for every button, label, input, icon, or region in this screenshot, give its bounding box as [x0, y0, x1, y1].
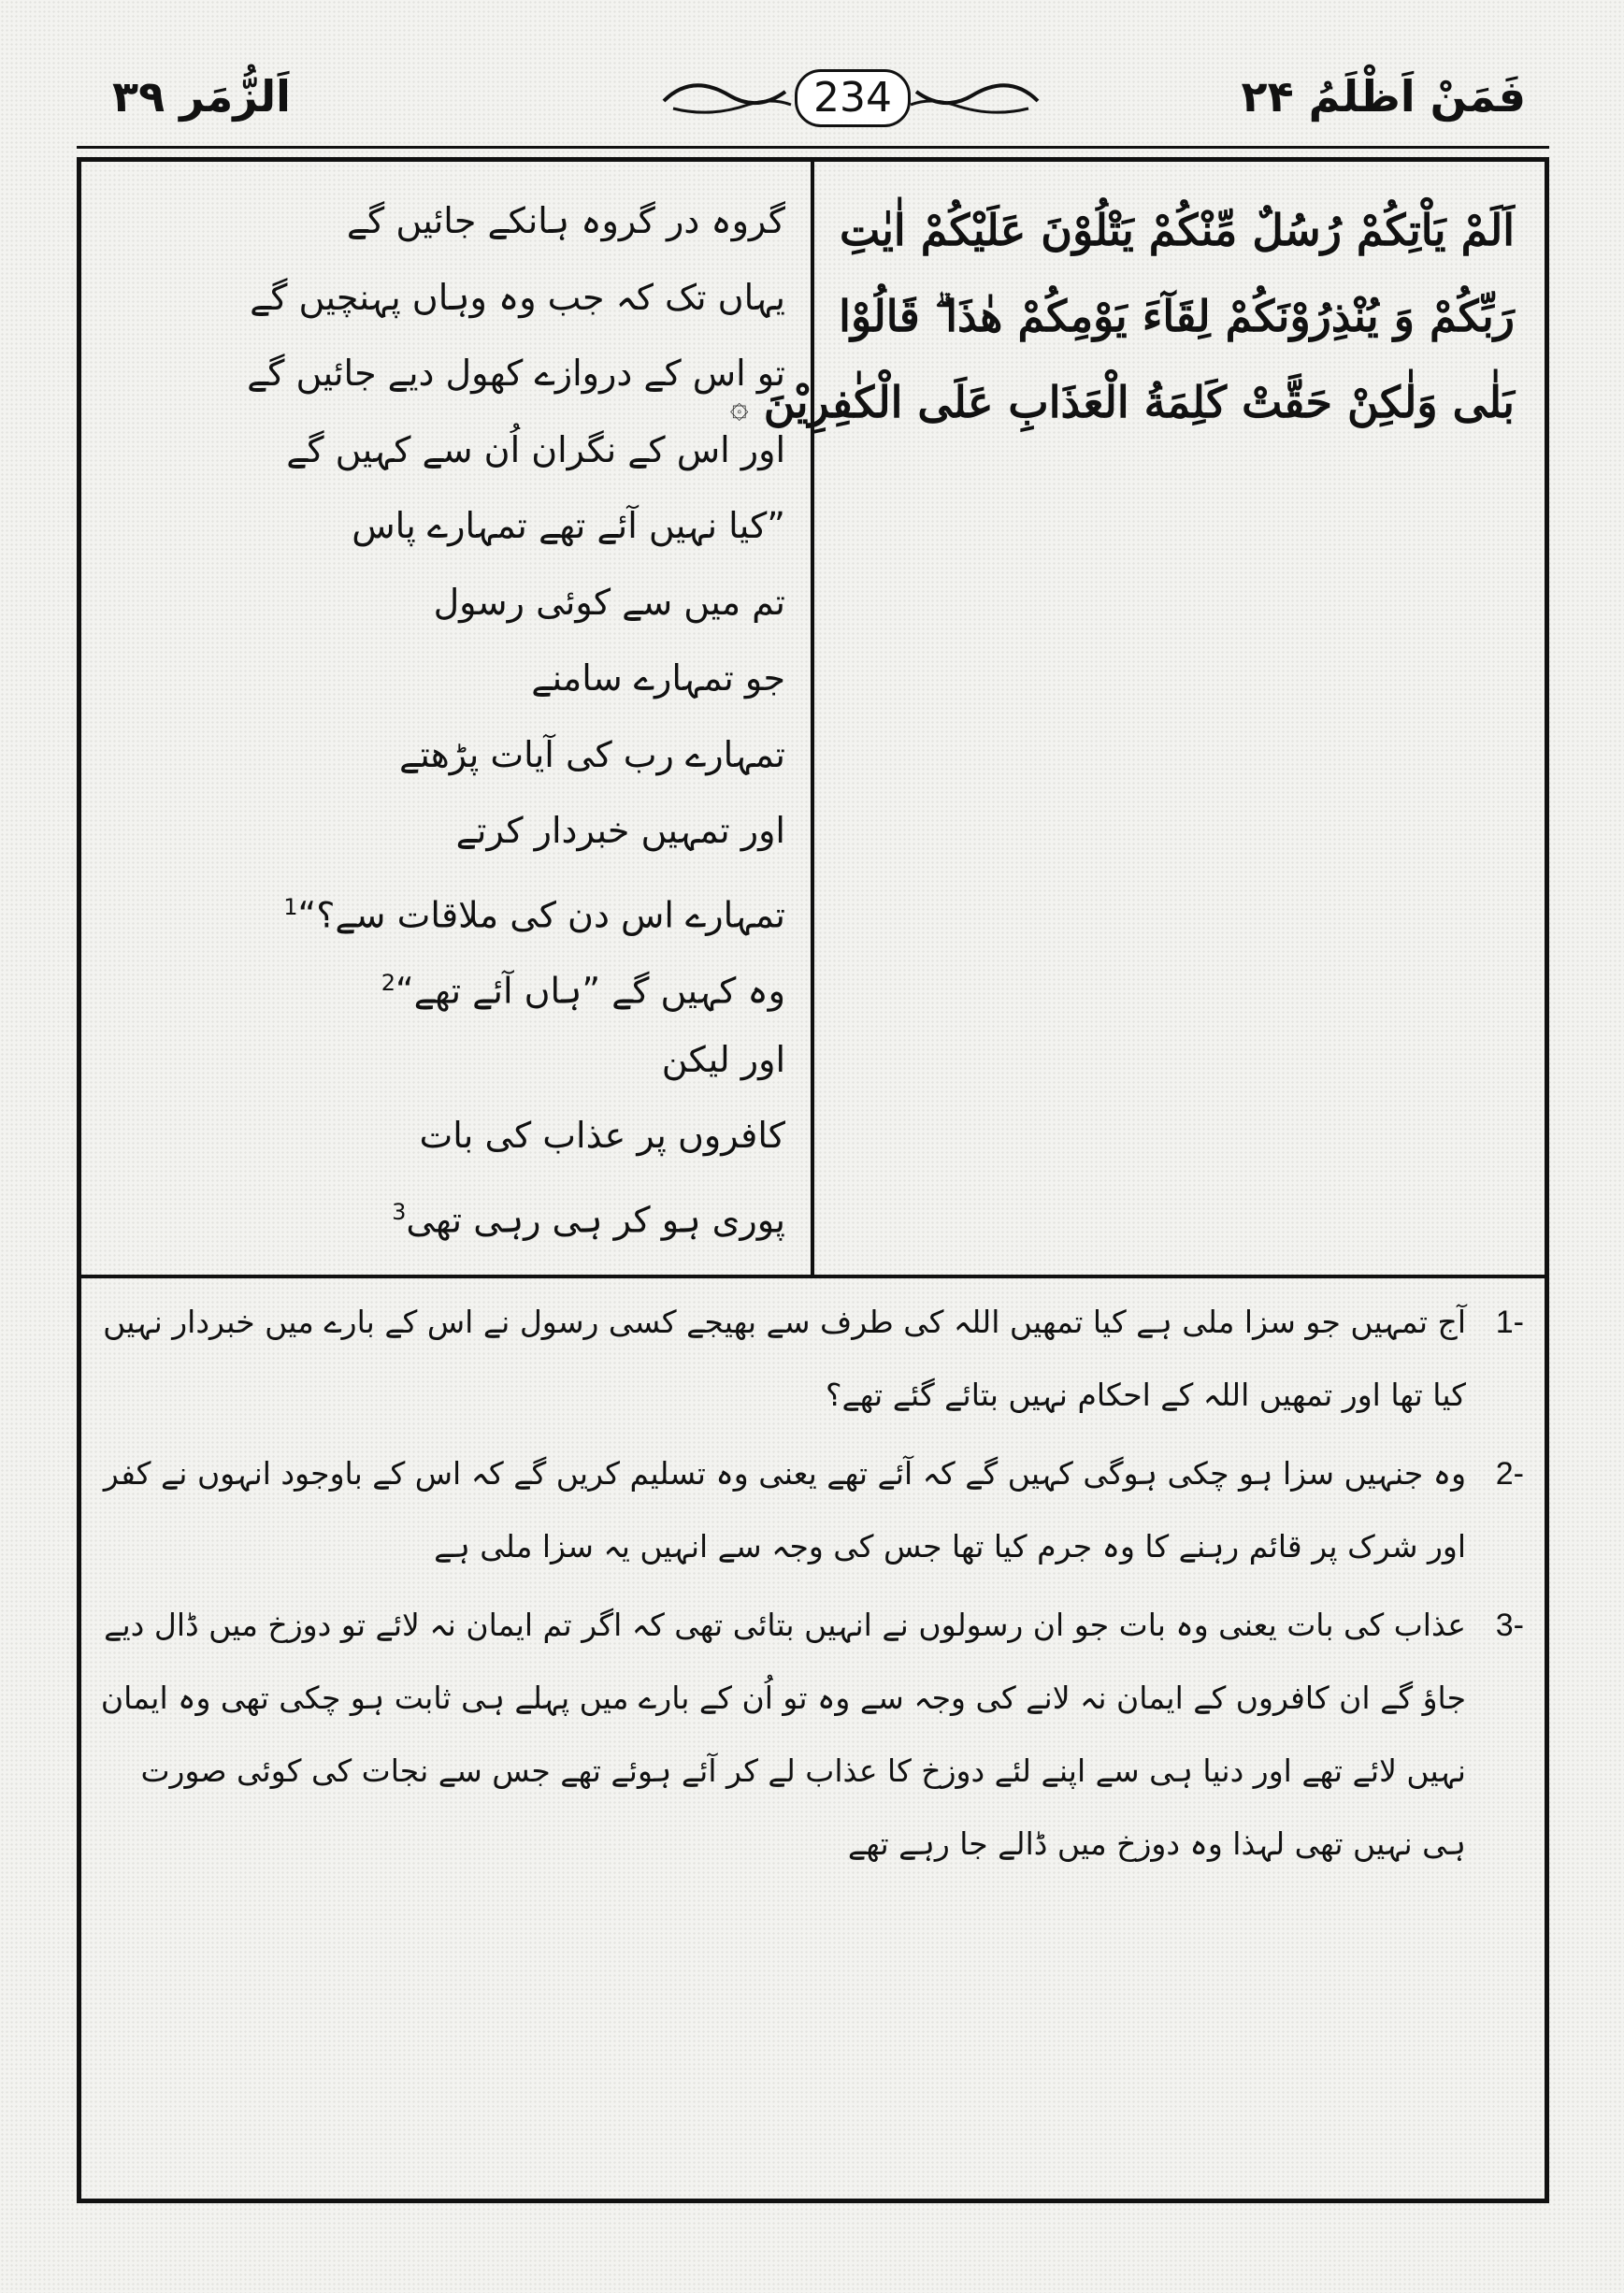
ayah-end-marker: ۞ — [729, 388, 749, 425]
translation-line — [168, 183, 785, 260]
translation-text: اور تمہیں خبردار کرتے — [455, 810, 785, 851]
footnote — [93, 1286, 1524, 1432]
translation-line — [168, 870, 785, 946]
translation-line — [168, 1098, 785, 1175]
translation-text: ”کیا نہیں آئے تھے تمہارے پاس — [352, 505, 785, 546]
footnotes — [93, 1286, 1524, 1886]
translation-text: اور اس کے نگران اُن سے کہیں گے — [286, 428, 785, 470]
translation-text: تو اس کے دروازے کھول دیے جائیں گے — [247, 353, 785, 394]
footnote-number: -2 — [1495, 1456, 1524, 1492]
column-divider — [811, 157, 814, 1275]
footnote-ref[interactable]: 2 — [381, 970, 395, 996]
arabic-line-text: بَلٰى وَلٰكِنْ حَقَّتْ كَلِمَةُ الْعَذَابِ عَلَى الْكٰفِرِيْنَ — [763, 377, 1515, 427]
juz-title: فَمَنْ اَظْلَمُ ۲۴ — [1241, 71, 1526, 122]
translation-line — [168, 1022, 785, 1099]
footnote-text: آج تمہیں جو سزا ملی ہے کیا تمھیں اللہ کی طرف سے بھیجے کسی رسول نے اس کے بارے میں خبردار نہیں کیا تھا اور تمھیں اللہ کے احکام نہیں بتائے گئے تھے؟ — [103, 1304, 1466, 1413]
translation-line — [168, 641, 785, 717]
translation-text: یہاں تک کہ جب وہ وہاں پہنچیں گے — [250, 276, 785, 318]
translation-text: جو تمہارے سامنے — [531, 657, 785, 699]
translation-line — [168, 717, 785, 794]
arabic-line: رَبِّكُمْ وَ يُنْذِرُوْنَكُمْ لِقَآءَ يَوْمِكُمْ هٰذَا ۗ قَالُوْا — [839, 291, 1515, 341]
footnote-text: وہ جنہیں سزا ہو چکی ہوگی کہیں گے کہ آئے تھے یعنی وہ تسلیم کریں گے کہ اس کے باوجود انہوں نے کفر اور شرک پر قائم رہنے کا وہ جرم کیا تھا جس کی وجہ سے انہیں یہ سزا ملی ہے — [103, 1455, 1466, 1565]
arabic-line: اَلَمْ يَاْتِكُمْ رُسُلٌ مِّنْكُمْ يَتْلُوْنَ عَلَيْكُمْ اٰيٰتِ — [839, 205, 1515, 255]
translation-text: پوری ہو کر ہی رہی تھی — [406, 1199, 785, 1241]
translation-text: تمہارے اس دن کی ملاقات سے؟“ — [297, 894, 785, 936]
translation-line — [168, 1175, 785, 1251]
translation-text: اور لیکن — [661, 1038, 785, 1080]
translation-text: تمہارے رب کی آیات پڑھتے — [398, 733, 785, 775]
footnote-divider — [77, 1275, 1549, 1278]
translation-line — [168, 412, 785, 489]
surah-title: اَلزُّمَر ۳۹ — [112, 71, 291, 122]
header-rule — [77, 146, 1549, 149]
footnote — [93, 1437, 1524, 1583]
arabic-text — [729, 187, 1515, 445]
footnote-number: -1 — [1495, 1305, 1524, 1340]
translation-text: کافروں پر عذاب کی بات — [419, 1115, 785, 1156]
translation-line — [168, 260, 785, 337]
translation-line — [168, 336, 785, 412]
translation-line — [168, 565, 785, 642]
translation-line — [168, 793, 785, 870]
urdu-translation — [168, 183, 785, 1250]
translation-text: تم میں سے کوئی رسول — [433, 581, 785, 623]
footnote-ref[interactable]: 3 — [392, 1198, 407, 1225]
footnote-text: عذاب کی بات یعنی وہ بات جو ان رسولوں نے انہیں بتائی تھی کہ اگر تم ایمان نہ لائے تو دوزخ میں ڈال دیے جاؤ گے ان کافروں کے ایمان نہ لانے کی وجہ سے وہ تو اُن کے بارے میں پہلے ہی ثابت ہو چکی تھی وہ ایمان نہیں لائے تھے اور دنیا ہی سے اپنے لئے دوزخ کا عذاب لے کر آئے ہوئے تھے جس سے نجات کی کوئی صورت ہی نہیں تھی لہذا وہ دوزخ میں ڈالے جا رہے تھے — [100, 1607, 1466, 1862]
footnote — [93, 1589, 1524, 1881]
translation-line — [168, 488, 785, 565]
footnote-ref[interactable]: 1 — [283, 893, 298, 920]
footnote-number: -3 — [1495, 1608, 1524, 1643]
arabic-line — [729, 359, 1515, 445]
translation-text: گروہ در گروہ ہانکے جائیں گے — [346, 200, 785, 241]
page-number-ornament — [654, 64, 1047, 131]
page-number: 234 — [795, 69, 911, 127]
translation-text: وہ کہیں گے ”ہاں آئے تھے“ — [395, 970, 785, 1012]
translation-line — [168, 945, 785, 1022]
